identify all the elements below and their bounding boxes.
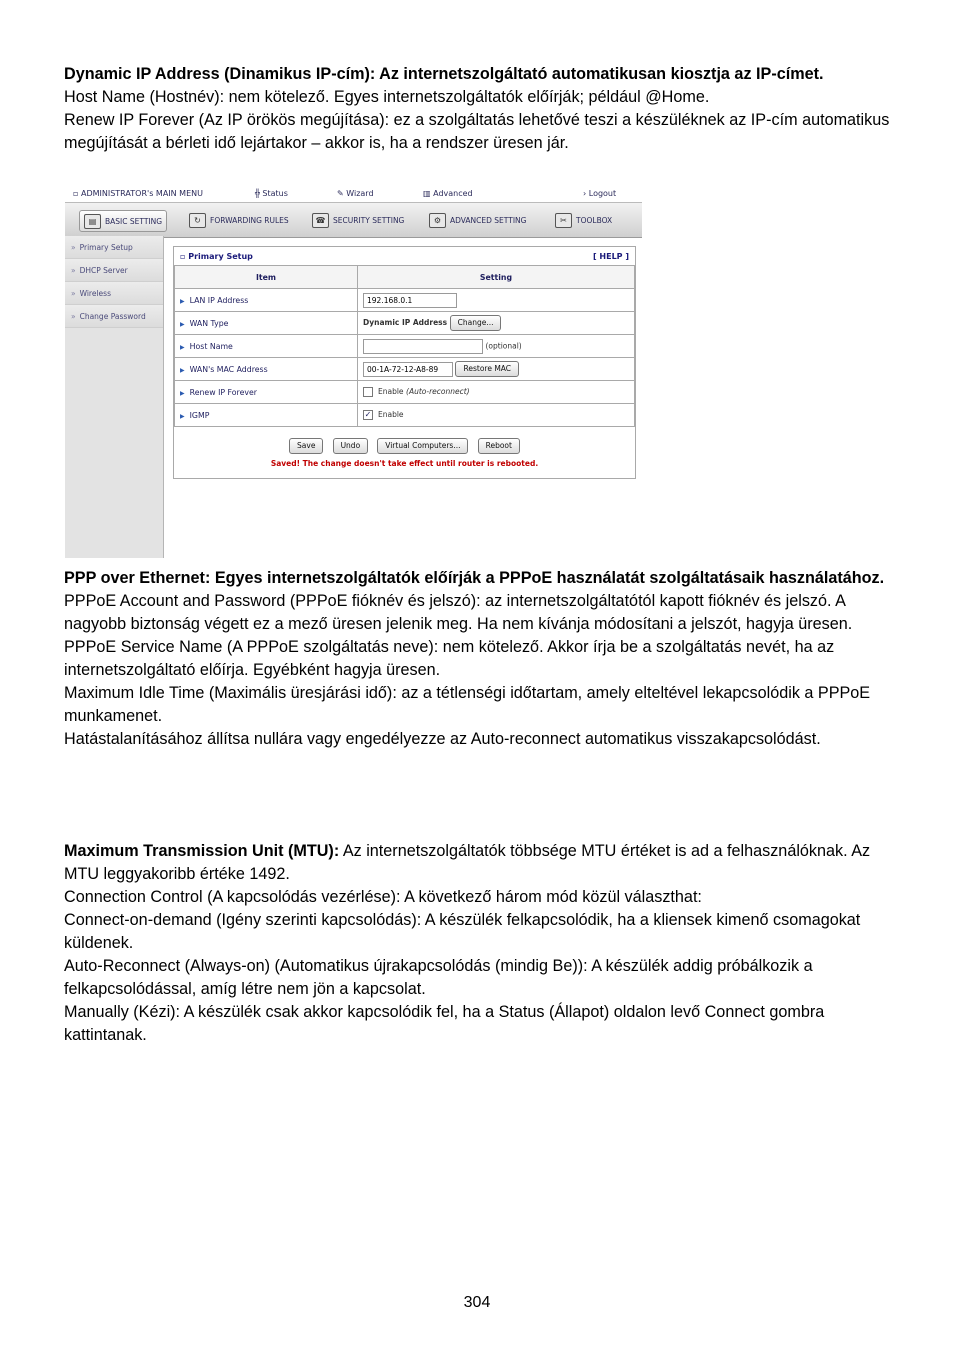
saved-message: Saved! The change doesn't take effect until router is rebooted.: [270, 459, 539, 468]
column-header-setting: Setting: [358, 266, 635, 289]
reboot-button[interactable]: Reboot: [478, 438, 520, 454]
section-pppoe: [64, 567, 904, 751]
renew-ip-label: Renew IP Forever: [189, 387, 257, 397]
table-row: ▶ LAN IP Address 192.168.0.1: [175, 289, 635, 312]
section-mtu: [64, 840, 904, 1047]
paragraph-line: PPPoE Account and Password (PPPoE fióknév és jelszó): az internetszolgáltatótól kapott fióknév és jelszó. A nagyobb biztonság végett ez a mező üresen jelenik meg. Ha nem kívánja módosítani a jelszót, hagyja üresen.: [64, 592, 853, 633]
forwarding-icon: ↻: [189, 213, 206, 228]
panel-header: [174, 247, 635, 265]
paragraph-line: Renew IP Forever (Az IP örökös megújítása): ez a szolgáltatás lehetővé teszi a készüléknek az IP-cím automatikus megújítását a bérleti idő lejártakor – akkor is, ha a rendszer üresen jár.: [64, 111, 890, 152]
sidebar-item-wireless[interactable]: » Wireless: [65, 282, 163, 305]
wizard-link[interactable]: ✎ Wizard: [337, 189, 374, 198]
table-row: ▶ WAN Type Dynamic IP Address Change...: [175, 312, 635, 335]
igmp-checkbox[interactable]: ✓: [364, 410, 372, 419]
main-tabs: [65, 202, 642, 238]
wan-type-value: Dynamic IP Address: [363, 318, 448, 327]
settings-table: [174, 265, 635, 427]
paragraph-line: Connect-on-demand (Igény szerinti kapcsolódás): A készülék felkapcsolódik, ha a kliensek kimenő csomagokat küldenek.: [64, 911, 861, 952]
security-icon: ☎: [312, 213, 329, 228]
renew-enable-label: Enable: [378, 387, 404, 396]
tab-basic-setting[interactable]: ▤ BASIC SETTING: [79, 210, 167, 232]
logout-link[interactable]: › Logout: [583, 189, 617, 198]
host-name-input[interactable]: [363, 339, 483, 354]
advanced-icon: ⚙: [429, 213, 446, 228]
help-link[interactable]: [ HELP ]: [592, 251, 629, 261]
basic-setting-icon: ▤: [84, 214, 101, 229]
action-buttons: [174, 427, 635, 454]
wan-type-label: WAN Type: [189, 318, 229, 328]
auto-reconnect-hint: (Auto-reconnect): [406, 387, 470, 396]
toolbox-icon: ✂: [555, 213, 572, 228]
advanced-link[interactable]: ▥ Advanced: [423, 189, 473, 198]
advanced-icon: ▥: [423, 189, 431, 198]
top-menu: [65, 186, 642, 202]
section-dynamic-ip: [64, 63, 904, 155]
paragraph-line: Manually (Kézi): A készülék csak akkor kapcsolódik fel, ha a Status (Állapot) oldalon levő Connect gombra kattintanak.: [64, 1003, 825, 1044]
virtual-computers-button[interactable]: Virtual Computers...: [377, 438, 468, 454]
section-heading: Dynamic IP Address (Dinamikus IP-cím): Az internetszolgáltató automatikusan kiosztja az IP-címet.: [64, 65, 824, 83]
sidebar-item-change-password[interactable]: » Change Password: [65, 305, 163, 328]
tab-toolbox[interactable]: ✂ TOOLBOX: [551, 210, 616, 230]
panel-title: ▫ Primary Setup: [180, 251, 253, 261]
section-heading: PPP over Ethernet: Egyes internetszolgáltatók előírják a PPPoE használatát szolgáltatásaik használatához.: [64, 569, 885, 587]
status-icon: ╬: [255, 189, 260, 198]
lan-ip-input[interactable]: 192.168.0.1: [363, 293, 457, 308]
paragraph-line: Connection Control (A kapcsolódás vezérlése): A következő három mód közül választhat:: [64, 888, 702, 906]
optional-hint: (optional): [485, 341, 522, 350]
mtu-description: Az internetszolgáltatók többsége MTU értéket is ad a felhasználóknak. Az MTU leggyakoribb értéke 1492.: [64, 842, 871, 883]
wizard-icon: ✎: [337, 189, 344, 198]
wan-mac-input[interactable]: 00-1A-72-12-A8-89: [363, 362, 453, 377]
table-row: ▶ IGMP ✓ Enable: [175, 404, 635, 427]
admin-main-menu-link[interactable]: ▫ ADMINISTRATOR's MAIN MENU: [73, 189, 203, 198]
lan-ip-label: LAN IP Address: [189, 295, 249, 305]
status-link[interactable]: ╬ Status: [255, 189, 288, 198]
restore-mac-button[interactable]: Restore MAC: [455, 361, 519, 377]
table-row: ▶ Renew IP Forever Enable (Auto-reconnect): [175, 381, 635, 404]
tab-forwarding-rules[interactable]: ↻ FORWARDING RULES: [185, 210, 293, 230]
tab-security-setting[interactable]: ☎ SECURITY SETTING: [308, 210, 408, 230]
sidebar: [65, 236, 164, 558]
save-button[interactable]: Save: [289, 438, 323, 454]
table-row: ▶ WAN's MAC Address 00-1A-72-12-A8-89 Restore MAC: [175, 358, 635, 381]
paragraph-line: Hatástalanításához állítsa nullára vagy engedélyezze az Auto-reconnect automatikus visszakapcsolódást.: [64, 730, 821, 748]
undo-button[interactable]: Undo: [333, 438, 369, 454]
table-row: ▶ Host Name (optional): [175, 335, 635, 358]
wan-mac-label: WAN's MAC Address: [189, 364, 268, 374]
router-settings-screenshot: [65, 186, 642, 558]
host-name-label: Host Name: [189, 341, 233, 351]
paragraph-line: Auto-Reconnect (Always-on) (Automatikus újrakapcsolódás (mindig Be)): A készülék addig próbálkozik a felkapcsolódással, amíg létre nem jön a kapcsolat.: [64, 957, 813, 998]
page-number: 304: [463, 1294, 491, 1311]
paragraph-line: Host Name (Hostnév): nem kötelező. Egyes internetszolgáltatók előírják; például @Home.: [64, 88, 710, 106]
tab-advanced-setting[interactable]: ⚙ ADVANCED SETTING: [425, 210, 530, 230]
sidebar-item-dhcp-server[interactable]: » DHCP Server: [65, 259, 163, 282]
igmp-label: IGMP: [189, 410, 210, 420]
paragraph-line: PPPoE Service Name (A PPPoE szolgáltatás neve): nem kötelező. Akkor írja be a szolgáltatás nevét, ha az internetszolgáltató előírja. Egyébként hagyja üresen.: [64, 638, 835, 679]
renew-ip-checkbox[interactable]: [363, 387, 373, 397]
section-heading: Maximum Transmission Unit (MTU):: [64, 842, 340, 860]
primary-setup-panel: [173, 246, 636, 479]
paragraph-line: Maximum Idle Time (Maximális üresjárási idő): az a tétlenségi időtartam, amely elteltével lekapcsolódik a PPPoE munkamenet.: [64, 684, 871, 725]
column-header-item: Item: [175, 266, 358, 289]
sidebar-item-primary-setup[interactable]: » Primary Setup: [65, 236, 163, 259]
igmp-enable-label: Enable: [378, 410, 404, 419]
change-wan-type-button[interactable]: Change...: [450, 315, 502, 331]
